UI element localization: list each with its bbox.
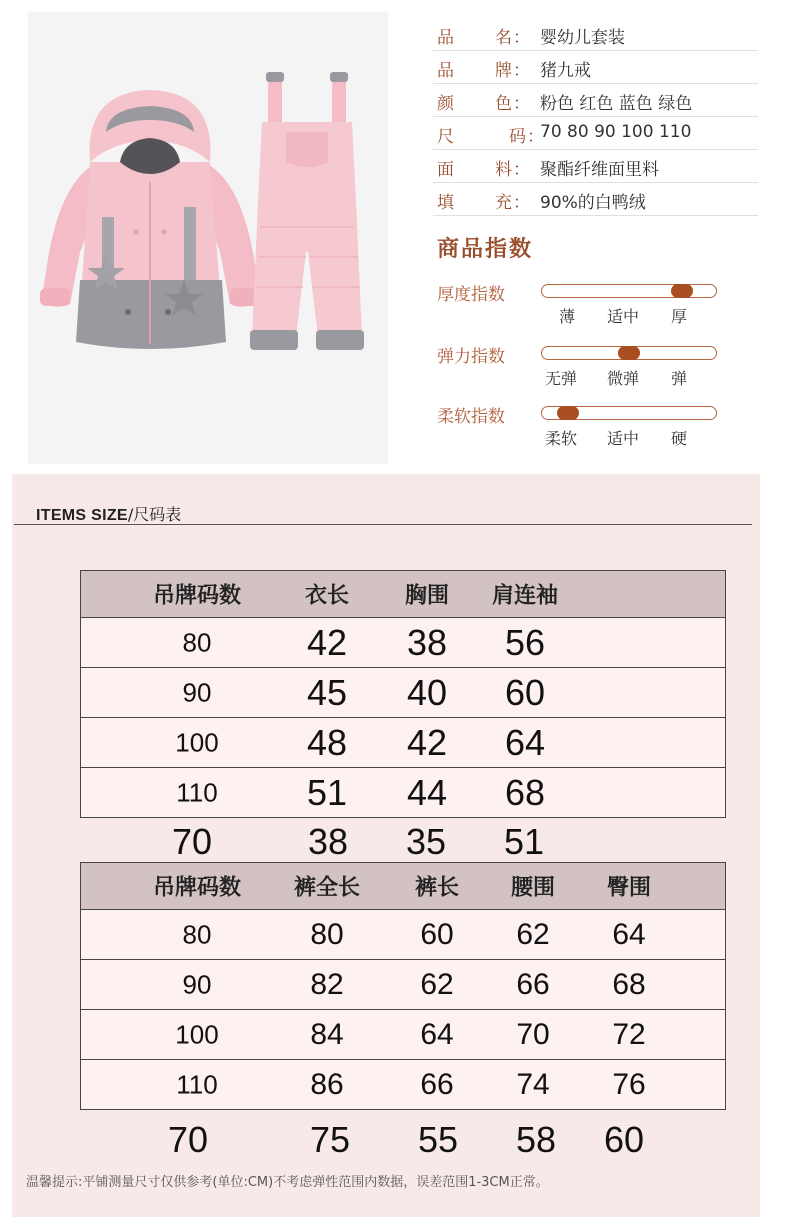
spec-colon: ： (513, 94, 530, 114)
table-cell: 38 (406, 621, 448, 663)
spec-colon: ： (513, 193, 530, 213)
spec-row (433, 117, 758, 150)
table-row (80, 618, 726, 668)
spec-colon: ： (513, 61, 530, 81)
spec-key-char: 名 (495, 28, 512, 48)
spec-key-char: 牌 (495, 61, 512, 81)
table-cell: 64 (504, 721, 546, 763)
spec-value: 粉色 红色 蓝色 绿色 (540, 94, 693, 114)
table-cell: 110 (176, 777, 218, 807)
product-photo (28, 12, 388, 464)
spec-row (433, 150, 758, 183)
table-row (80, 1060, 726, 1110)
table-header-row (80, 570, 726, 618)
spec-row (433, 84, 758, 117)
table-cell: 44 (406, 771, 448, 813)
table-header-cell: 胸围 (404, 583, 450, 609)
spec-key-char: 充 (495, 193, 512, 213)
spec-value: 聚酯纤维面里料 (540, 160, 659, 180)
table-cell: 62 (516, 917, 550, 951)
table-header-cell: 臀围 (606, 875, 652, 901)
spec-key-char: 码 (509, 127, 526, 147)
overalls-image (250, 72, 364, 350)
extra-cell: 38 (307, 821, 349, 862)
index-option: 薄 (559, 307, 576, 326)
table-cell: 64 (420, 1017, 454, 1051)
size-title-cn: /尺码表 (127, 505, 182, 524)
spec-row (433, 51, 758, 84)
product-index-title: 商品指数 (437, 237, 534, 262)
spec-key-char: 色 (495, 94, 512, 114)
bottom-size-table (80, 862, 726, 1110)
table-row (80, 768, 726, 818)
table-row (80, 910, 726, 960)
spec-key-char: 品 (437, 28, 454, 48)
size-chart-title (36, 502, 181, 525)
table-cell: 51 (306, 771, 348, 813)
spec-list (433, 18, 758, 216)
table-cell: 48 (306, 721, 348, 763)
index-label: 弹力指数 (437, 347, 505, 367)
index-option: 适中 (607, 429, 640, 448)
spec-key-char: 填 (437, 193, 454, 213)
index-knob (671, 284, 693, 298)
index-option: 微弹 (607, 369, 640, 388)
spec-key-char: 尺 (437, 127, 454, 147)
table-cell: 86 (310, 1067, 344, 1101)
table-row (80, 668, 726, 718)
spec-row (433, 18, 758, 51)
measurement-tip: 温馨提示:平铺测量尺寸仅供参考(单位:CM)不考虑弹性范围内数据，误差范围1-3CM正常。 (26, 1175, 549, 1190)
index-1 (437, 280, 727, 340)
table-cell: 45 (306, 671, 348, 713)
extra-cell: 58 (515, 1119, 557, 1160)
spec-row (433, 183, 758, 216)
table-row (80, 960, 726, 1010)
top-table-extra-row (80, 820, 726, 864)
index-option: 厚 (671, 307, 688, 326)
table-cell: 68 (504, 771, 546, 813)
index-option: 弹 (671, 369, 688, 388)
table-cell: 42 (306, 621, 348, 663)
table-header-row (80, 862, 726, 910)
extra-cell: 70 (167, 1119, 209, 1160)
table-header-cell: 吊牌码数 (152, 583, 242, 609)
spec-key-char: 料 (495, 160, 512, 180)
table-cell: 76 (612, 1067, 646, 1101)
table-cell: 70 (516, 1017, 550, 1051)
extra-cell: 51 (503, 821, 545, 862)
spec-value: 90%的白鸭绒 (540, 193, 646, 213)
table-cell: 100 (175, 727, 219, 757)
table-cell: 100 (175, 1019, 219, 1049)
title-divider (14, 524, 752, 525)
index-option: 适中 (607, 307, 640, 326)
spec-key-char: 品 (437, 61, 454, 81)
spec-value: 婴幼儿套装 (540, 28, 625, 48)
table-cell: 74 (516, 1067, 550, 1101)
extra-cell: 75 (309, 1119, 351, 1160)
table-cell: 42 (406, 721, 448, 763)
table-cell: 90 (182, 677, 212, 707)
index-option: 无弹 (545, 369, 578, 388)
size-title-en: ITEMS SIZE (36, 507, 128, 524)
table-cell: 72 (612, 1017, 646, 1051)
table-cell: 66 (516, 967, 550, 1001)
jacket-image (40, 90, 260, 349)
table-cell: 84 (310, 1017, 344, 1051)
table-cell: 40 (406, 671, 448, 713)
spec-key-char: 面 (437, 160, 454, 180)
extra-cell: 55 (417, 1119, 459, 1160)
table-cell: 80 (182, 919, 212, 949)
table-header-cell: 吊牌码数 (152, 875, 242, 901)
table-cell: 66 (420, 1067, 454, 1101)
table-row (80, 718, 726, 768)
bottom-table-extra-row (80, 1118, 726, 1162)
index-track (541, 406, 717, 420)
table-cell: 64 (612, 917, 646, 951)
spec-key-char: 颜 (437, 94, 454, 114)
extra-cell: 35 (405, 821, 447, 862)
table-cell: 60 (504, 671, 546, 713)
table-cell: 80 (310, 917, 344, 951)
size-chart-section (12, 474, 760, 1217)
table-cell: 56 (504, 621, 546, 663)
top-size-table (80, 570, 726, 818)
index-track (541, 284, 717, 298)
spec-colon: ： (513, 28, 530, 48)
index-2 (437, 342, 727, 402)
index-3 (437, 402, 727, 462)
spec-colon: ： (527, 127, 544, 147)
index-option: 硬 (671, 429, 688, 448)
table-header-cell: 肩连袖 (491, 583, 559, 609)
table-cell: 60 (420, 917, 454, 951)
table-cell: 80 (182, 627, 212, 657)
spec-colon: ： (513, 160, 530, 180)
table-header-cell: 裤长 (414, 875, 460, 901)
index-track (541, 346, 717, 360)
extra-cell: 60 (603, 1119, 645, 1160)
table-cell: 62 (420, 967, 454, 1001)
index-option: 柔软 (545, 429, 578, 448)
index-knob (618, 346, 640, 360)
table-cell: 82 (310, 967, 344, 1001)
table-header-cell: 衣长 (304, 583, 350, 609)
product-illustration (28, 12, 388, 464)
index-label: 柔软指数 (437, 407, 505, 427)
table-header-cell: 裤全长 (293, 875, 361, 901)
index-knob (557, 406, 579, 420)
spec-value: 70 80 90 100 110 (540, 122, 692, 142)
table-cell: 90 (182, 969, 212, 999)
spec-value: 猪九戒 (540, 61, 591, 81)
table-header-cell: 腰围 (510, 875, 556, 901)
extra-cell: 70 (171, 821, 213, 862)
table-cell: 68 (612, 967, 646, 1001)
index-label: 厚度指数 (437, 285, 505, 305)
table-cell: 110 (176, 1069, 218, 1099)
table-row (80, 1010, 726, 1060)
